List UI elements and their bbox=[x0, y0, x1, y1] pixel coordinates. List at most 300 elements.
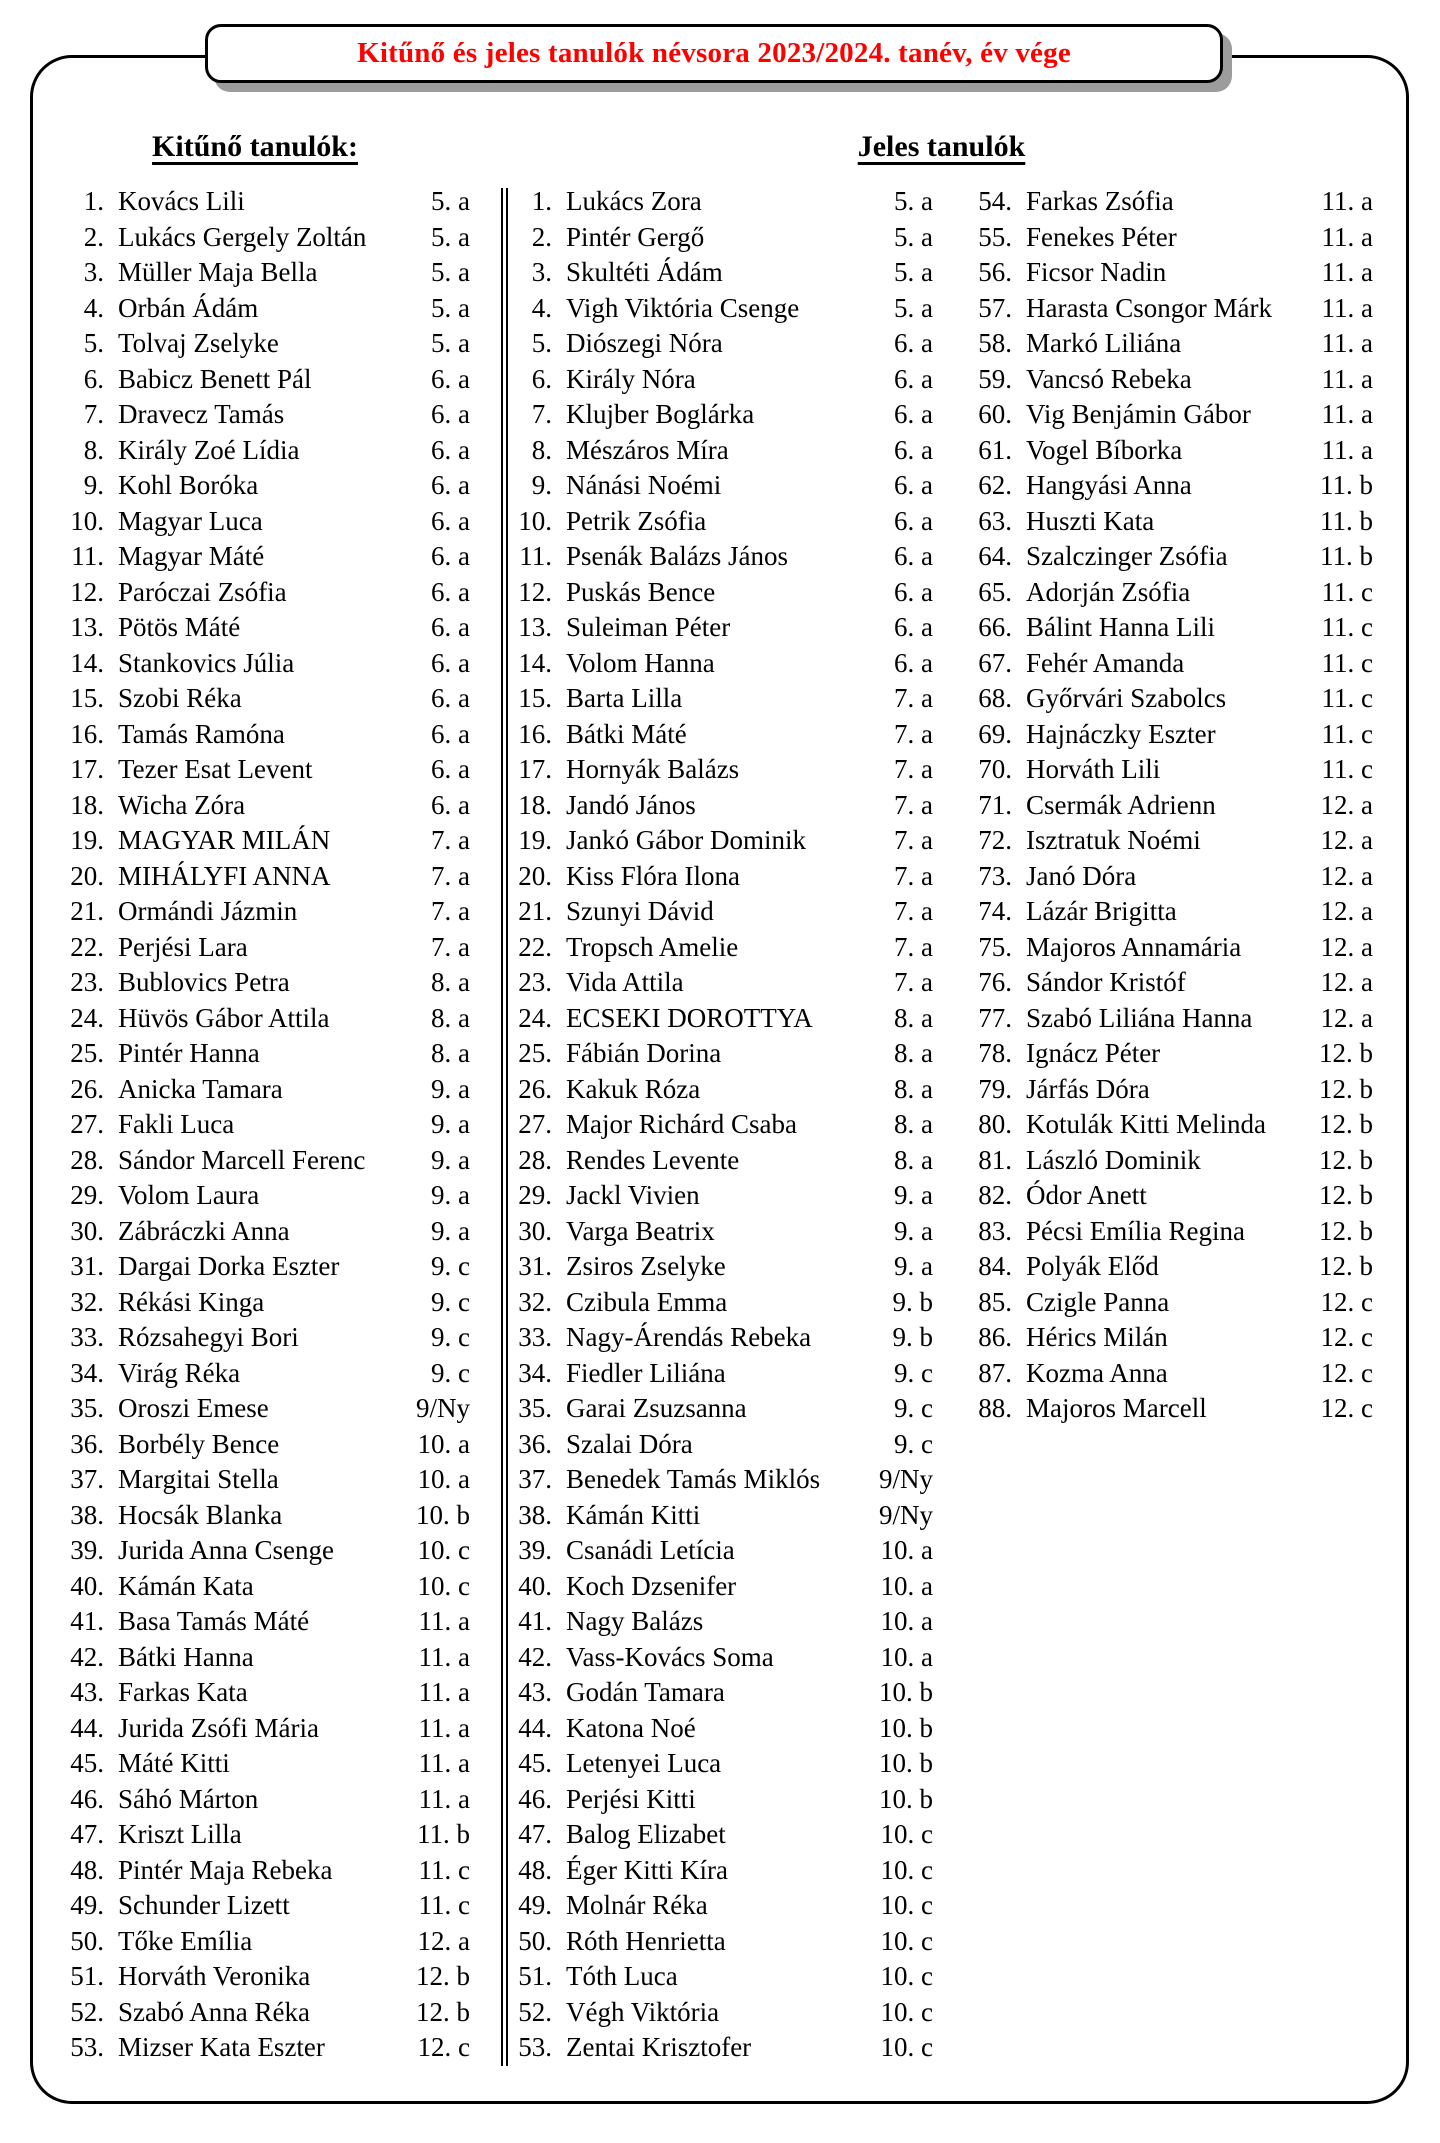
student-number: 76. bbox=[978, 967, 1012, 997]
student-name: Lázár Brigitta bbox=[1026, 896, 1177, 926]
student-number: 63. bbox=[978, 505, 1012, 536]
student-number: 45. bbox=[70, 1748, 104, 1778]
student-row bbox=[510, 1178, 933, 1214]
student-name: Szabó Liliána Hanna bbox=[1026, 1002, 1253, 1033]
student-name: Zentai Krisztofer bbox=[566, 2032, 752, 2062]
student-class: 9/Ny bbox=[879, 1464, 933, 1494]
student-number: 49. bbox=[518, 1890, 552, 1920]
student-number: 11. bbox=[71, 541, 104, 571]
student-number: 34. bbox=[70, 1357, 104, 1388]
student-row bbox=[962, 930, 1373, 966]
student-name: Perjési Lara bbox=[118, 931, 248, 962]
student-name: Kozma Anna bbox=[1026, 1357, 1168, 1388]
student-name: Tóth Luca bbox=[566, 1961, 678, 1991]
student-name: Perjési Kitti bbox=[566, 1783, 696, 1814]
student-class: 5. a bbox=[431, 328, 470, 358]
student-class: 6. a bbox=[431, 754, 470, 784]
student-name: Sándor Marcell Ferenc bbox=[118, 1144, 366, 1175]
student-row bbox=[40, 1924, 470, 1960]
student-class: 11. c bbox=[1321, 576, 1373, 607]
student-class: 10. c bbox=[417, 1535, 470, 1565]
student-row bbox=[510, 1320, 933, 1356]
student-row bbox=[40, 1249, 470, 1285]
student-name: Jandó János bbox=[566, 789, 696, 820]
student-number: 41. bbox=[70, 1606, 104, 1636]
student-row bbox=[962, 1001, 1373, 1037]
student-class: 7. a bbox=[431, 825, 470, 855]
student-class: 10. c bbox=[417, 1570, 470, 1601]
student-number: 60. bbox=[978, 399, 1012, 429]
student-name: Volom Laura bbox=[118, 1180, 260, 1210]
student-row bbox=[962, 220, 1373, 256]
student-class: 9. b bbox=[892, 1322, 933, 1352]
student-name: Oroszi Emese bbox=[118, 1393, 269, 1423]
student-name: Paróczai Zsófia bbox=[118, 576, 287, 607]
student-number: 55. bbox=[978, 221, 1012, 252]
student-number: 21. bbox=[70, 896, 104, 926]
student-class: 11. a bbox=[418, 1712, 470, 1743]
student-number: 47. bbox=[70, 1819, 104, 1849]
student-name: Szobi Réka bbox=[118, 683, 242, 713]
student-number: 62. bbox=[978, 470, 1012, 500]
student-class: 5. a bbox=[431, 221, 470, 252]
student-class: 8. a bbox=[894, 1038, 933, 1068]
student-row bbox=[962, 1107, 1373, 1143]
student-number: 57. bbox=[978, 292, 1012, 323]
student-number: 4. bbox=[83, 292, 104, 323]
student-number: 82. bbox=[978, 1180, 1012, 1210]
student-class: 10. a bbox=[880, 1535, 933, 1565]
student-class: 12. b bbox=[1319, 1215, 1373, 1246]
student-row bbox=[510, 894, 933, 930]
student-class: 6. a bbox=[894, 647, 933, 678]
student-row bbox=[40, 1498, 470, 1534]
student-class: 11. b bbox=[1320, 505, 1373, 536]
student-row bbox=[510, 1533, 933, 1569]
student-row bbox=[40, 610, 470, 646]
student-row bbox=[510, 1675, 933, 1711]
student-row bbox=[510, 1995, 933, 2031]
student-class: 8. a bbox=[894, 1002, 933, 1033]
student-number: 22. bbox=[70, 931, 104, 962]
student-row bbox=[40, 788, 470, 824]
student-name: Kámán Kata bbox=[118, 1570, 254, 1601]
student-name: Ficsor Nadin bbox=[1026, 257, 1167, 287]
student-number: 27. bbox=[70, 1109, 104, 1139]
student-class: 6. a bbox=[431, 505, 470, 536]
student-class: 5. a bbox=[431, 257, 470, 287]
student-number: 13. bbox=[518, 612, 552, 642]
student-row bbox=[40, 965, 470, 1001]
student-number: 9. bbox=[531, 470, 552, 500]
student-class: 8. a bbox=[431, 1038, 470, 1068]
student-number: 5. bbox=[531, 328, 552, 358]
student-row bbox=[40, 2030, 470, 2066]
student-row bbox=[510, 1001, 933, 1037]
student-number: 24. bbox=[70, 1002, 104, 1033]
student-number: 14. bbox=[518, 647, 552, 678]
student-name: Kriszt Lilla bbox=[118, 1819, 242, 1849]
student-row bbox=[962, 362, 1373, 398]
student-class: 12. c bbox=[1320, 1286, 1373, 1317]
student-class: 10. c bbox=[880, 1854, 933, 1885]
student-name: Varga Beatrix bbox=[566, 1215, 715, 1246]
student-name: MAGYAR MILÁN bbox=[118, 825, 331, 855]
student-row bbox=[962, 894, 1373, 930]
student-name: Czigle Panna bbox=[1026, 1286, 1170, 1317]
student-name: Janó Dóra bbox=[1026, 860, 1137, 891]
student-number: 43. bbox=[518, 1677, 552, 1707]
student-class: 11. c bbox=[1321, 612, 1373, 642]
student-name: Bátki Máté bbox=[566, 718, 687, 749]
student-number: 34. bbox=[518, 1357, 552, 1388]
student-number: 10. bbox=[518, 505, 552, 536]
student-class: 6. a bbox=[431, 612, 470, 642]
student-name: Pintér Gergő bbox=[566, 221, 705, 252]
student-number: 61. bbox=[978, 434, 1012, 465]
student-number: 23. bbox=[518, 967, 552, 997]
student-row bbox=[510, 1746, 933, 1782]
student-number: 52. bbox=[518, 1996, 552, 2027]
student-name: Virág Réka bbox=[118, 1357, 241, 1388]
student-class: 11. b bbox=[1320, 541, 1373, 571]
student-name: Basa Tamás Máté bbox=[118, 1606, 310, 1636]
student-name: Kotulák Kitti Melinda bbox=[1026, 1109, 1266, 1139]
student-number: 42. bbox=[518, 1641, 552, 1672]
student-number: 16. bbox=[70, 718, 104, 749]
student-name: Végh Viktória bbox=[566, 1996, 720, 2027]
student-class: 8. a bbox=[894, 1073, 933, 1104]
student-class: 10. b bbox=[416, 1499, 470, 1530]
student-number: 80. bbox=[978, 1109, 1012, 1139]
student-class: 11. a bbox=[1321, 221, 1373, 252]
student-number: 5. bbox=[83, 328, 104, 358]
student-number: 18. bbox=[518, 789, 552, 820]
student-class: 12. c bbox=[1320, 1357, 1373, 1388]
student-number: 12. bbox=[70, 576, 104, 607]
student-name: Farkas Zsófia bbox=[1026, 186, 1174, 216]
student-name: Zsiros Zselyke bbox=[566, 1251, 726, 1281]
student-name: Zábráczki Anna bbox=[118, 1215, 290, 1246]
student-name: Jankó Gábor Dominik bbox=[566, 825, 806, 855]
student-row bbox=[510, 1072, 933, 1108]
student-number: 88. bbox=[978, 1393, 1012, 1423]
student-number: 49. bbox=[70, 1890, 104, 1920]
student-class: 5. a bbox=[431, 186, 470, 216]
student-name: Katona Noé bbox=[566, 1712, 696, 1743]
student-name: Borbély Bence bbox=[118, 1428, 280, 1459]
student-class: 10. a bbox=[880, 1641, 933, 1672]
student-number: 86. bbox=[978, 1322, 1012, 1352]
student-name: Skultéti Ádám bbox=[566, 257, 723, 287]
student-name: Volom Hanna bbox=[566, 647, 715, 678]
student-number: 46. bbox=[518, 1783, 552, 1814]
student-class: 10. b bbox=[879, 1677, 933, 1707]
student-name: Koch Dzsenifer bbox=[566, 1570, 737, 1601]
student-class: 11. a bbox=[418, 1677, 470, 1707]
student-row bbox=[510, 1604, 933, 1640]
student-row bbox=[40, 823, 470, 859]
student-name: Babicz Benett Pál bbox=[118, 363, 312, 394]
student-row bbox=[40, 397, 470, 433]
student-number: 40. bbox=[70, 1570, 104, 1601]
student-number: 17. bbox=[518, 754, 552, 784]
student-class: 7. a bbox=[894, 825, 933, 855]
student-number: 40. bbox=[518, 1570, 552, 1601]
student-class: 6. a bbox=[431, 718, 470, 749]
student-class: 12. b bbox=[1319, 1073, 1373, 1104]
student-number: 2. bbox=[83, 221, 104, 252]
student-class: 12. c bbox=[1320, 1322, 1373, 1352]
student-class: 12. b bbox=[416, 1996, 470, 2027]
student-row bbox=[510, 539, 933, 575]
student-row bbox=[510, 1285, 933, 1321]
student-class: 11. c bbox=[418, 1890, 470, 1920]
student-row bbox=[40, 930, 470, 966]
student-number: 38. bbox=[70, 1499, 104, 1530]
student-row bbox=[510, 1036, 933, 1072]
student-number: 15. bbox=[518, 683, 552, 713]
student-number: 37. bbox=[518, 1464, 552, 1494]
student-number: 51. bbox=[518, 1961, 552, 1991]
student-name: Margitai Stella bbox=[118, 1464, 279, 1494]
student-name: Lukács Gergely Zoltán bbox=[118, 221, 367, 252]
student-row bbox=[510, 752, 933, 788]
student-class: 7. a bbox=[894, 718, 933, 749]
student-name: Vig Benjámin Gábor bbox=[1026, 399, 1251, 429]
student-number: 59. bbox=[978, 363, 1012, 394]
student-row bbox=[40, 1817, 470, 1853]
student-number: 8. bbox=[531, 434, 552, 465]
student-number: 47. bbox=[518, 1819, 552, 1849]
excellent-students-list bbox=[40, 184, 470, 2066]
student-row bbox=[962, 326, 1373, 362]
student-class: 6. a bbox=[431, 576, 470, 607]
student-class: 9. c bbox=[431, 1322, 470, 1352]
student-number: 10. bbox=[70, 505, 104, 536]
student-row bbox=[510, 362, 933, 398]
student-number: 78. bbox=[978, 1038, 1012, 1068]
student-row bbox=[962, 788, 1373, 824]
student-row bbox=[510, 326, 933, 362]
student-name: Fenekes Péter bbox=[1026, 221, 1177, 252]
good-students-list-right bbox=[962, 184, 1373, 1427]
student-class: 11. c bbox=[418, 1854, 470, 1885]
student-class: 11. a bbox=[1321, 292, 1373, 323]
student-row bbox=[40, 539, 470, 575]
student-class: 9. a bbox=[431, 1144, 470, 1175]
student-name: Nagy-Árendás Rebeka bbox=[566, 1322, 812, 1352]
student-row bbox=[962, 610, 1373, 646]
student-row bbox=[40, 717, 470, 753]
student-class: 9/Ny bbox=[879, 1499, 933, 1530]
student-class: 12. a bbox=[1320, 931, 1373, 962]
student-name: Szabó Anna Réka bbox=[118, 1996, 310, 2027]
student-name: Éger Kitti Kíra bbox=[566, 1854, 728, 1885]
student-row bbox=[510, 610, 933, 646]
student-row bbox=[962, 1320, 1373, 1356]
student-number: 9. bbox=[83, 470, 104, 500]
student-class: 9. c bbox=[894, 1428, 933, 1459]
student-row bbox=[40, 894, 470, 930]
student-class: 12. a bbox=[1320, 860, 1373, 891]
student-row bbox=[510, 681, 933, 717]
student-class: 6. a bbox=[431, 470, 470, 500]
student-number: 26. bbox=[70, 1073, 104, 1104]
student-row bbox=[510, 823, 933, 859]
student-number: 79. bbox=[978, 1073, 1012, 1104]
student-row bbox=[962, 255, 1373, 291]
student-name: Szunyi Dávid bbox=[566, 896, 714, 926]
student-row bbox=[510, 859, 933, 895]
student-row bbox=[40, 1959, 470, 1995]
student-number: 77. bbox=[978, 1002, 1012, 1033]
student-row bbox=[510, 255, 933, 291]
student-name: Sándor Kristóf bbox=[1026, 967, 1186, 997]
student-row bbox=[962, 539, 1373, 575]
student-class: 10. c bbox=[880, 1890, 933, 1920]
student-number: 25. bbox=[70, 1038, 104, 1068]
student-number: 64. bbox=[978, 541, 1012, 571]
student-class: 9. c bbox=[431, 1251, 470, 1281]
student-row bbox=[40, 646, 470, 682]
student-class: 7. a bbox=[894, 896, 933, 926]
student-number: 36. bbox=[518, 1428, 552, 1459]
student-number: 69. bbox=[978, 718, 1012, 749]
student-class: 11. c bbox=[1321, 647, 1373, 678]
student-row bbox=[510, 788, 933, 824]
student-number: 30. bbox=[518, 1215, 552, 1246]
student-class: 8. a bbox=[894, 1109, 933, 1139]
student-class: 9. b bbox=[892, 1286, 933, 1317]
student-row bbox=[962, 397, 1373, 433]
student-name: Csanádi Letícia bbox=[566, 1535, 735, 1565]
student-name: Fiedler Liliána bbox=[566, 1357, 726, 1388]
student-number: 12. bbox=[518, 576, 552, 607]
student-number: 46. bbox=[70, 1783, 104, 1814]
student-number: 29. bbox=[70, 1180, 104, 1210]
student-row bbox=[962, 1178, 1373, 1214]
student-number: 67. bbox=[978, 647, 1012, 678]
student-class: 10. c bbox=[880, 1961, 933, 1991]
student-row bbox=[40, 1675, 470, 1711]
student-row bbox=[40, 1178, 470, 1214]
student-class: 6. a bbox=[894, 470, 933, 500]
student-number: 44. bbox=[70, 1712, 104, 1743]
student-name: Jurida Zsófi Mária bbox=[118, 1712, 319, 1743]
student-class: 5. a bbox=[894, 292, 933, 323]
student-name: Garai Zsuzsanna bbox=[566, 1393, 747, 1423]
student-name: Orbán Ádám bbox=[118, 292, 259, 323]
student-row bbox=[962, 1036, 1373, 1072]
student-number: 44. bbox=[518, 1712, 552, 1743]
student-class: 5. a bbox=[894, 257, 933, 287]
student-name: Molnár Réka bbox=[566, 1890, 708, 1920]
student-name: Pintér Maja Rebeka bbox=[118, 1854, 333, 1885]
student-number: 6. bbox=[531, 363, 552, 394]
student-row bbox=[962, 1391, 1373, 1427]
student-number: 32. bbox=[70, 1286, 104, 1317]
student-row bbox=[40, 1569, 470, 1605]
student-number: 8. bbox=[83, 434, 104, 465]
student-class: 12. a bbox=[1320, 825, 1373, 855]
student-class: 11. a bbox=[1321, 186, 1373, 216]
student-name: Majoros Annamária bbox=[1026, 931, 1242, 962]
student-class: 12. a bbox=[1320, 789, 1373, 820]
student-row bbox=[510, 1249, 933, 1285]
student-class: 7. a bbox=[894, 860, 933, 891]
student-class: 12. b bbox=[416, 1961, 470, 1991]
student-name: ECSEKI DOROTTYA bbox=[566, 1002, 813, 1033]
student-row bbox=[962, 859, 1373, 895]
student-row bbox=[962, 184, 1373, 220]
student-number: 39. bbox=[70, 1535, 104, 1565]
student-number: 4. bbox=[531, 292, 552, 323]
student-number: 21. bbox=[518, 896, 552, 926]
student-row bbox=[510, 1356, 933, 1392]
student-row bbox=[510, 1924, 933, 1960]
student-row bbox=[510, 1959, 933, 1995]
student-row bbox=[962, 1072, 1373, 1108]
student-row bbox=[510, 717, 933, 753]
student-class: 9. a bbox=[431, 1215, 470, 1246]
student-class: 9. a bbox=[431, 1109, 470, 1139]
student-number: 20. bbox=[70, 860, 104, 891]
student-name: Wicha Zóra bbox=[118, 789, 246, 820]
student-class: 9. a bbox=[894, 1251, 933, 1281]
student-name: Tropsch Amelie bbox=[566, 931, 739, 962]
student-class: 10. b bbox=[879, 1748, 933, 1778]
title-box bbox=[205, 24, 1223, 83]
student-number: 81. bbox=[978, 1144, 1012, 1175]
student-name: Pötös Máté bbox=[118, 612, 241, 642]
student-class: 10. c bbox=[880, 2032, 933, 2062]
student-number: 32. bbox=[518, 1286, 552, 1317]
student-number: 23. bbox=[70, 967, 104, 997]
student-name: Magyar Máté bbox=[118, 541, 265, 571]
student-row bbox=[40, 1746, 470, 1782]
student-row bbox=[40, 1320, 470, 1356]
student-row bbox=[510, 965, 933, 1001]
student-number: 1. bbox=[531, 186, 552, 216]
student-row bbox=[40, 1995, 470, 2031]
student-row bbox=[510, 1782, 933, 1818]
student-row bbox=[962, 965, 1373, 1001]
student-row bbox=[962, 717, 1373, 753]
student-number: 17. bbox=[70, 754, 104, 784]
student-class: 11. a bbox=[1321, 328, 1373, 358]
student-name: Jackl Vivien bbox=[566, 1180, 700, 1210]
student-name: Benedek Tamás Miklós bbox=[566, 1464, 821, 1494]
student-name: Magyar Luca bbox=[118, 505, 263, 536]
student-name: Csermák Adrienn bbox=[1026, 789, 1216, 820]
student-number: 33. bbox=[518, 1322, 552, 1352]
student-name: Suleiman Péter bbox=[566, 612, 731, 642]
student-name: Szalczinger Zsófia bbox=[1026, 541, 1228, 571]
student-number: 20. bbox=[518, 860, 552, 891]
student-name: Hüvös Gábor Attila bbox=[118, 1002, 330, 1033]
student-name: Farkas Kata bbox=[118, 1677, 248, 1707]
student-name: Bátki Hanna bbox=[118, 1641, 254, 1672]
student-name: Petrik Zsófia bbox=[566, 505, 707, 536]
student-class: 11. a bbox=[1321, 434, 1373, 465]
student-number: 29. bbox=[518, 1180, 552, 1210]
student-name: Tőke Emília bbox=[118, 1925, 253, 1956]
student-class: 5. a bbox=[894, 221, 933, 252]
student-class: 11. a bbox=[1321, 363, 1373, 394]
student-row bbox=[962, 1356, 1373, 1392]
student-name: Puskás Bence bbox=[566, 576, 716, 607]
